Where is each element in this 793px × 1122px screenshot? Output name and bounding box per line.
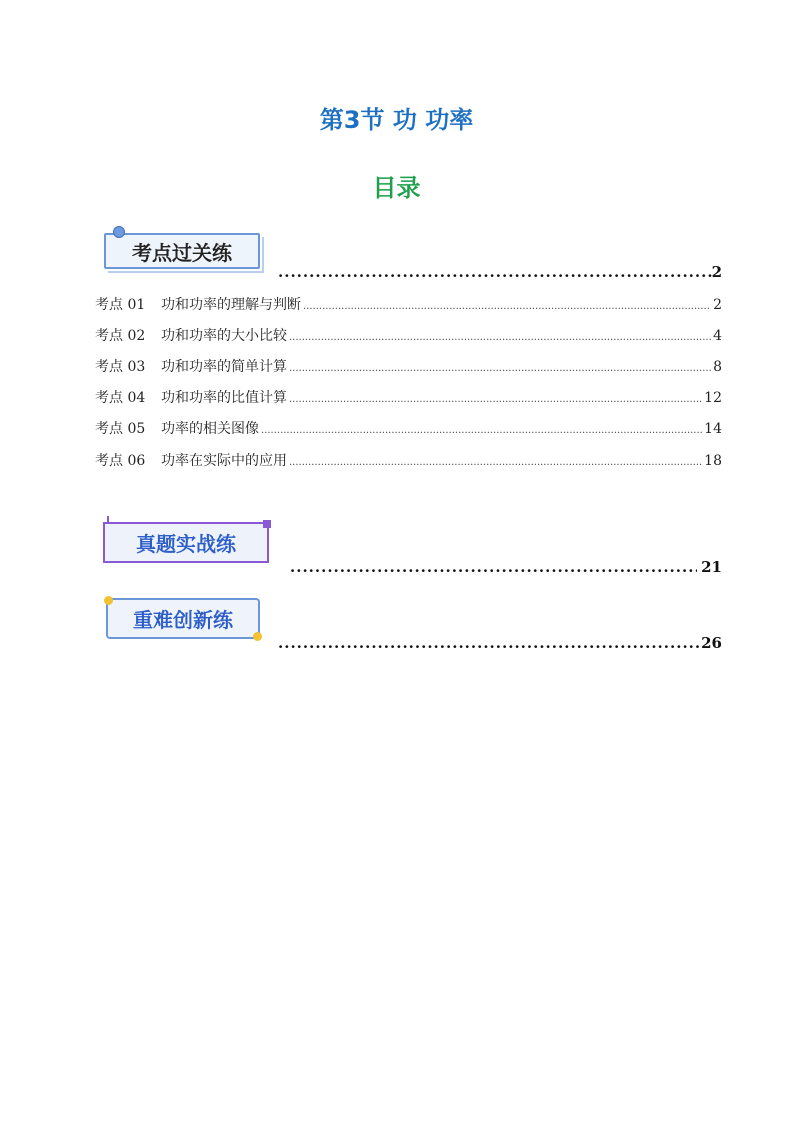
toc-entry[interactable]	[95, 387, 722, 407]
entry-page-number: 2	[713, 297, 722, 313]
entry-title: 功率在实际中的应用	[161, 453, 287, 469]
section-toc-line-zhongnan[interactable]	[278, 634, 722, 652]
entry-page-number: 14	[704, 421, 722, 437]
section-page-number: 21	[701, 558, 722, 576]
section-page-number: 2	[711, 263, 722, 281]
entry-code: 考点 02	[95, 328, 146, 344]
entry-title: 功和功率的简单计算	[161, 359, 287, 375]
leader-dots	[290, 558, 697, 576]
toc-entry[interactable]	[95, 450, 722, 470]
toc-entry[interactable]	[95, 325, 722, 345]
badge-dot-icon	[104, 596, 113, 605]
entry-title: 功和功率的大小比较	[161, 328, 287, 344]
entry-code: 考点 06	[95, 453, 146, 469]
entry-code: 考点 04	[95, 390, 146, 406]
section-badge-zhongnan: 重难创新练	[106, 598, 260, 639]
leader-dots	[289, 332, 711, 343]
toc-entry[interactable]	[95, 356, 722, 376]
leader-dots	[289, 394, 702, 405]
section-page-number: 26	[701, 634, 722, 652]
entry-page-number: 18	[704, 453, 722, 469]
leader-dots	[278, 634, 701, 652]
section-toc-line-kaodian[interactable]	[278, 263, 722, 281]
badge-dot-icon	[113, 226, 125, 238]
entry-title: 功率的相关图像	[161, 421, 259, 437]
leader-dots	[278, 263, 712, 281]
section-badge-kaodian: 考点过关练	[104, 233, 260, 269]
entry-title: 功和功率的理解与判断	[161, 297, 301, 313]
section-toc-line-zhenti[interactable]	[290, 558, 722, 576]
badge-dot-icon	[253, 632, 262, 641]
toc-heading: 目录	[372, 174, 421, 202]
entry-code: 考点 01	[95, 297, 146, 313]
badge-corner-decoration	[263, 520, 271, 528]
leader-dots	[303, 301, 711, 312]
toc-entry[interactable]	[95, 418, 722, 438]
entry-title: 功和功率的比值计算	[161, 390, 287, 406]
entry-page-number: 8	[713, 359, 722, 375]
entry-page-number: 12	[704, 390, 722, 406]
leader-dots	[289, 363, 711, 374]
entry-page-number: 4	[713, 328, 722, 344]
toc-entry[interactable]	[95, 294, 722, 314]
page-title: 第3节 功 功率	[319, 106, 474, 134]
leader-dots	[289, 457, 702, 468]
entry-code: 考点 05	[95, 421, 146, 437]
leader-dots	[261, 425, 702, 436]
section-badge-zhenti: 真题实战练	[103, 522, 269, 563]
entry-code: 考点 03	[95, 359, 146, 375]
